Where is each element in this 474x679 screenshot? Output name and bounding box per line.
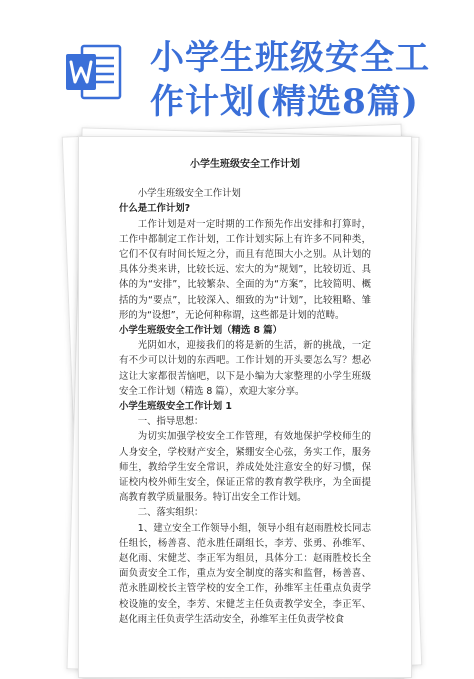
subsection-heading: 二、落实组织： xyxy=(137,507,204,519)
document-subtitle: 小学生班级安全工作计划 xyxy=(137,188,241,200)
document-page xyxy=(78,136,412,678)
paragraph: 工作计划是对一定时期的工作预先作出安排和打算时，工作中都制定工作计划，工作计划实际上有许多不同种类，它们不仅有时间长短之分，而且有范围大小之别。从计划的具体分类来讲，比较长远、宏大的为“规划”，比较切近、具体的为“安排”，比较繁杂、全面的为“方案”，比较简明、概括的为“要点”，比较深入、细致的为“计划”，比较粗略、雏形的为“设想”，无论何种称谓，这些都是计划的范畴。 xyxy=(119,218,371,321)
header xyxy=(0,0,474,120)
page-title-line-1: 小学生班级安全工 xyxy=(150,38,430,78)
section-heading: 什么是工作计划? xyxy=(119,203,191,215)
page-title-line-2: 作计划(精选8篇) xyxy=(150,82,419,122)
section-heading: 小学生班级安全工作计划 1 xyxy=(119,401,232,413)
paragraph: 1、建立安全工作领导小组，领导小组有赵雨胜校长同志任组长，杨善喜、范永胜任副组长，李芳、张勇、孙维军、赵化雨、宋健芝、李正军为组员，具体分工：赵雨胜校长全面负责安全工作，重点为安全制度的落实和监督，杨善喜、范永胜副校长主管学校的安全工作，孙维军主任重点负责学校设施的安全，李芳、宋健芝主任负责教学安全，李正军、赵化雨主任负责学生活动安全，孙维军主任负责学校食 xyxy=(119,522,371,625)
section-heading: 小学生班级安全工作计划（精选 8 篇） xyxy=(119,325,283,337)
word-document-icon xyxy=(62,40,126,104)
document-title: 小学生班级安全工作计划 xyxy=(190,159,300,170)
paragraph: 光阴如水，迎接我们的将是新的生活，新的挑战，一定有不少可以计划的东西吧。工作计划的开头要怎么写？想必这让大家都很苦恼吧，以下是小编为大家整理的小学生班级安全工作计划（精选 8 篇），欢迎大家分享。 xyxy=(119,340,371,397)
document-body xyxy=(119,157,371,627)
subsection-heading: 一、指导思想： xyxy=(137,416,204,428)
paragraph: 为切实加强学校安全工作管理，有效地保护学校师生的人身安全，学校财产安全，紧绷安全心弦，务实工作，服务师生，教给学生安全常识，养成处处注意安全的好习惯，保证校内校外师生安全，保证正常的教育教学秩序，为全面提高教育教学质量服务。特订出安全工作计划。 xyxy=(119,431,371,504)
